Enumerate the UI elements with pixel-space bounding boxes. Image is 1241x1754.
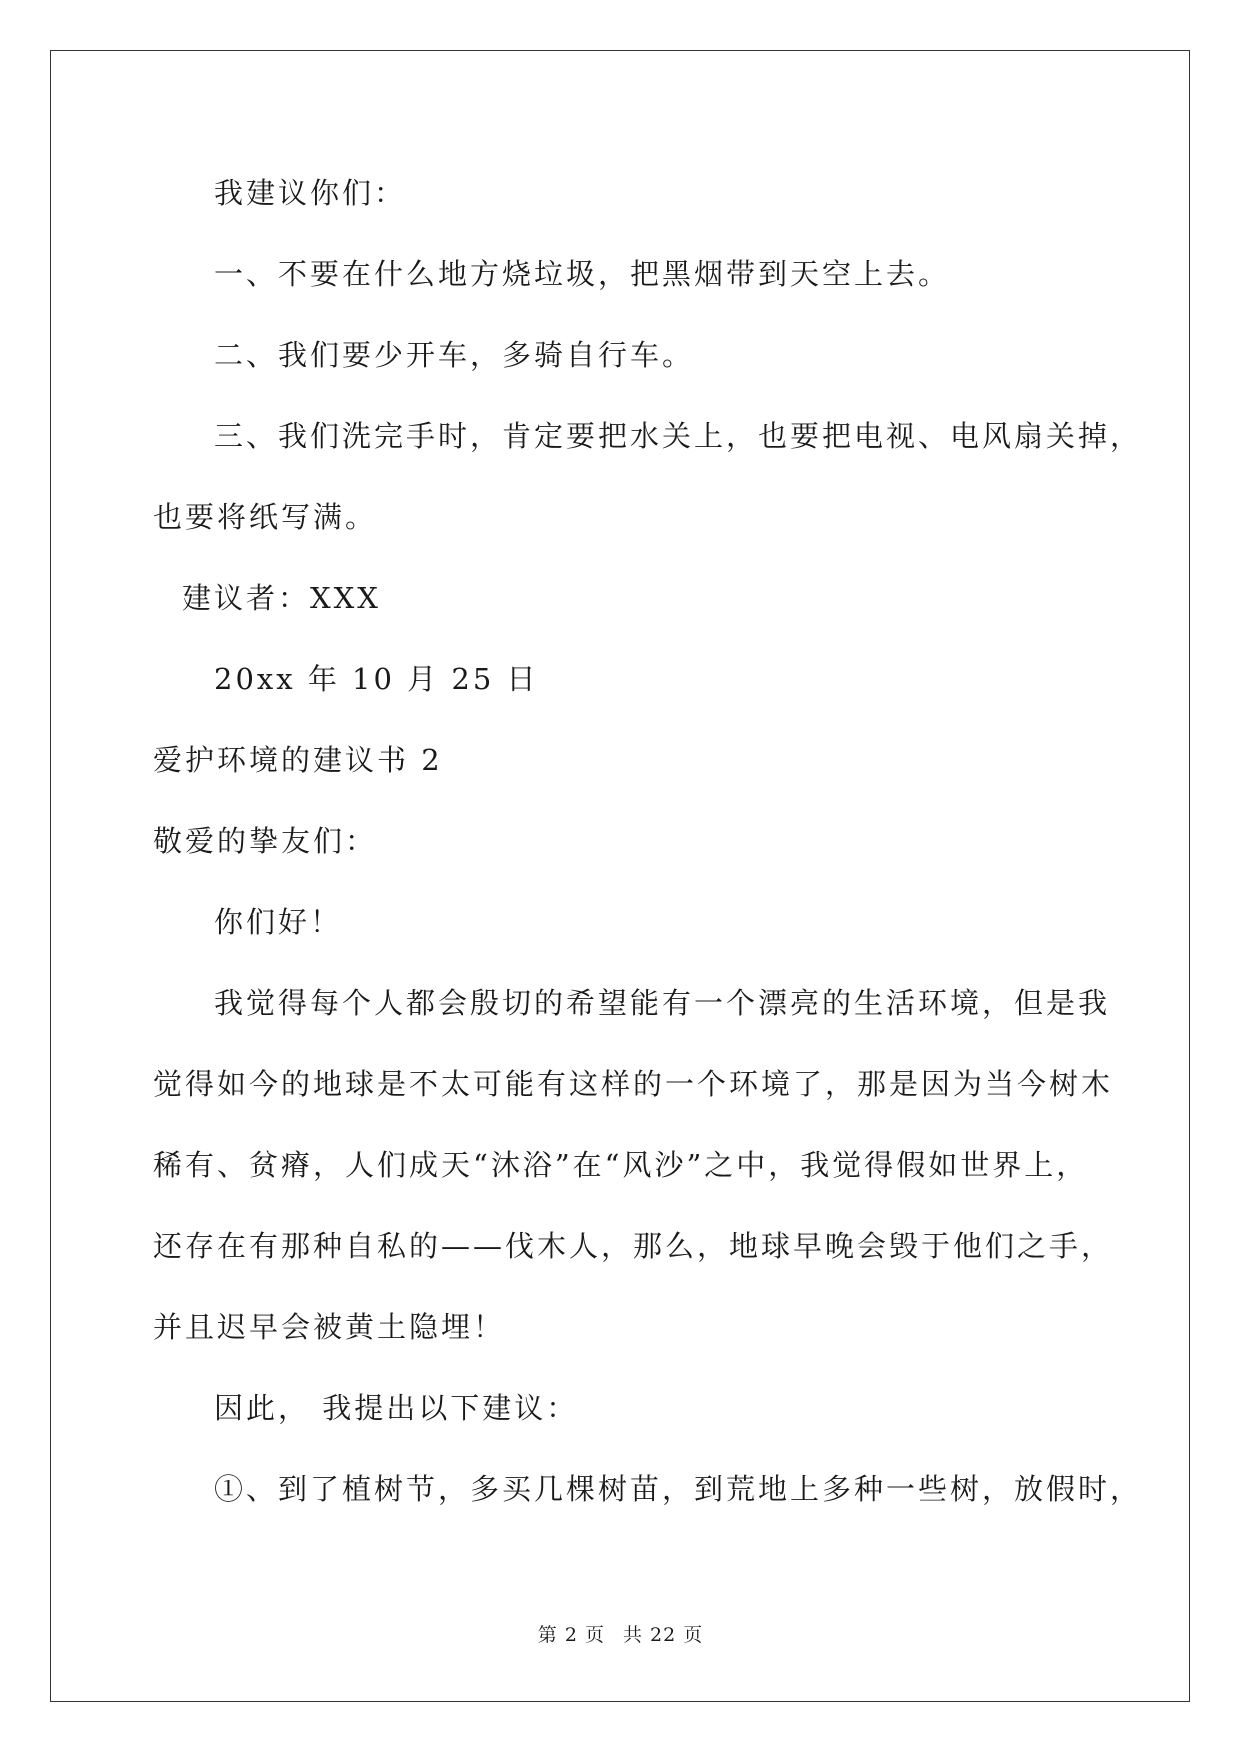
page-total: 共 22 页: [622, 1624, 704, 1646]
paragraph-line: 三、我们洗完手时，肯定要把水关上，也要把电视、电风扇关掉，: [214, 419, 1143, 453]
paragraph-line: 我建议你们：: [214, 176, 407, 210]
paragraph-line: 二、我们要少开车，多骑自行车。: [214, 338, 695, 372]
section-title: 爱护环境的建议书 2: [153, 743, 443, 777]
paragraph-line: ①、到了植树节，多买几棵树苗，到荒地上多种一些树，放假时，: [214, 1472, 1143, 1506]
paragraph-line: 并且迟早会被黄土隐埋！: [153, 1310, 506, 1344]
paragraph-line: 因此， 我提出以下建议：: [214, 1391, 579, 1425]
greeting: 你们好！: [214, 905, 343, 939]
page-frame: [50, 50, 1190, 1702]
page-footer: [0, 1623, 1241, 1647]
paragraph-line: 一、不要在什么地方烧垃圾，把黑烟带到天空上去。: [214, 257, 951, 291]
paragraph-line: 也要将纸写满。: [153, 500, 378, 534]
paragraph-line: 稀有、贫瘠，人们成天“沐浴”在“风沙”之中，我觉得假如世界上，: [153, 1148, 1089, 1182]
signature-line: 建议者：XXX: [182, 581, 381, 615]
page-number: 第 2 页: [537, 1624, 605, 1646]
paragraph-line: 觉得如今的地球是不太可能有这样的一个环境了，那是因为当今树木: [153, 1067, 1114, 1101]
paragraph-line: 我觉得每个人都会殷切的希望能有一个漂亮的生活环境，但是我: [214, 986, 1111, 1020]
paragraph-line: 还存在有那种自私的——伐木人，那么，地球早晚会毁于他们之手，: [153, 1229, 1114, 1263]
salutation: 敬爱的挚友们：: [153, 824, 378, 858]
date-line: 20xx 年 10 月 25 日: [214, 662, 539, 696]
